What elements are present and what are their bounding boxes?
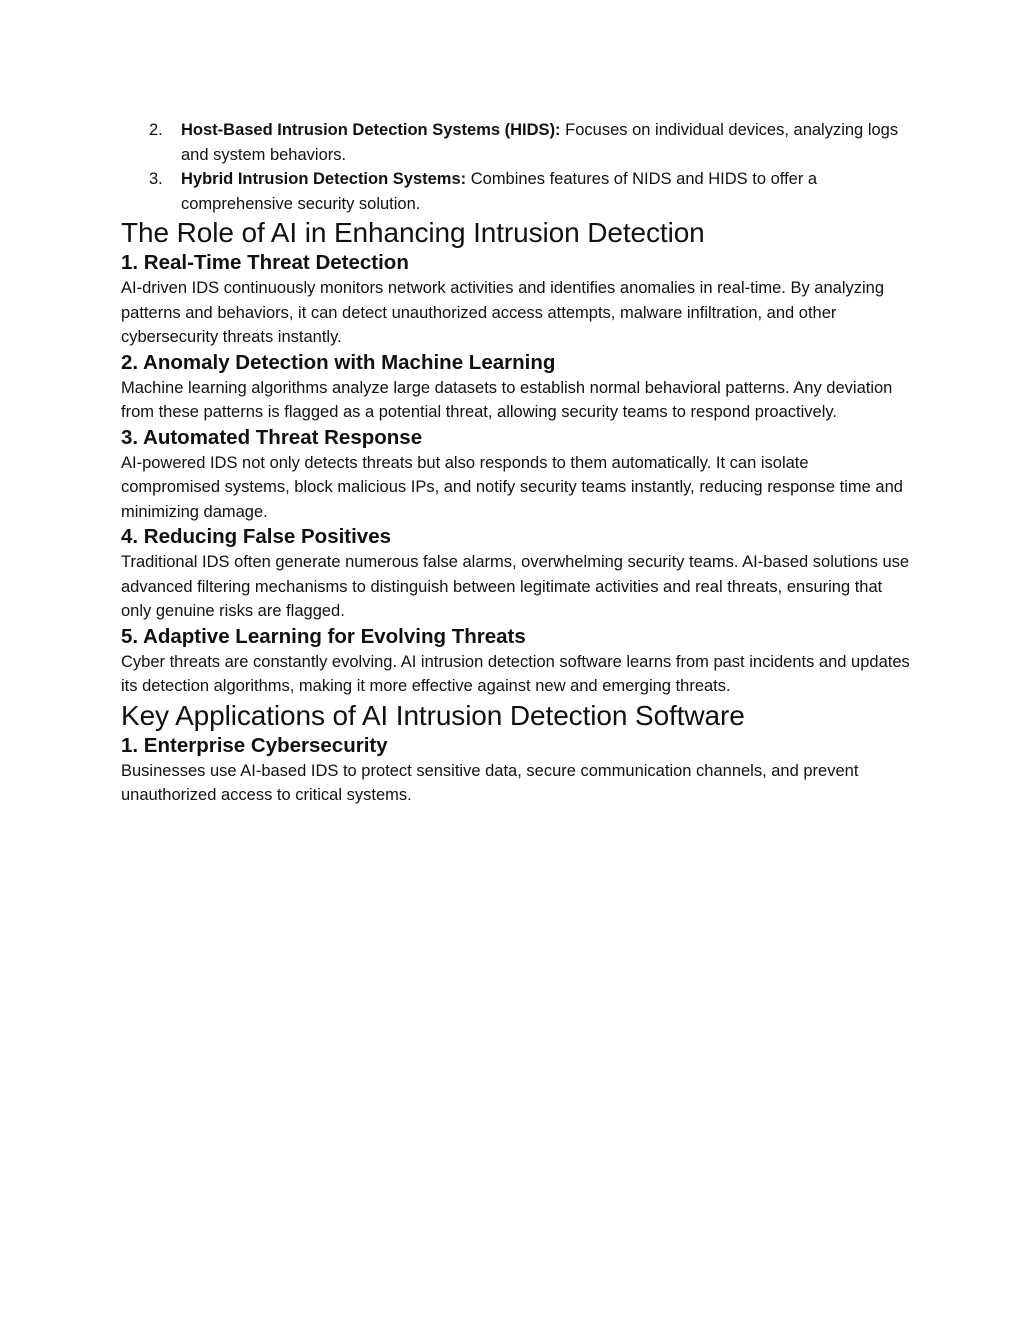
subsection-heading: 4. Reducing False Positives [121, 525, 392, 548]
paragraph: Machine learning algorithms analyze large datasets to establish normal behavioral patterns. Any deviation from these patterns is flagged as a potential threat, allowing security teams to respond proactively. [121, 378, 893, 421]
list-item-term: Host-Based Intrusion Detection Systems (HIDS): [181, 121, 561, 139]
subsection-heading: 1. Real-Time Threat Detection [121, 251, 409, 274]
section-heading: Key Applications of AI Intrusion Detection Software [121, 699, 745, 731]
list-item-text: Focuses on individual devices, analyzing logs and system behaviors. [181, 121, 899, 164]
paragraph: AI-driven IDS continuously monitors network activities and identifies anomalies in real-time. By analyzing patterns and behaviors, it can detect unauthorized access attempts, malware infiltration, and other cybersecurity threats instantly. [121, 279, 885, 346]
list-item-number: 3. [149, 170, 163, 188]
subsection-heading: 1. Enterprise Cybersecurity [121, 733, 388, 757]
paragraph: Cyber threats are constantly evolving. AI intrusion detection software learns from past incidents and updates its detection algorithms, making it more effective against new and emerging threats. [121, 652, 910, 695]
list-item [121, 167, 911, 216]
section-heading: The Role of AI in Enhancing Intrusion Detection [121, 217, 705, 248]
list-item-number: 2. [149, 121, 163, 139]
list-item [121, 118, 911, 167]
list-item-text: Combines features of NIDS and HIDS to offer a comprehensive security solution. [181, 170, 818, 213]
list-item-term: Hybrid Intrusion Detection Systems: [181, 170, 467, 188]
subsection-heading: 2. Anomaly Detection with Machine Learning [121, 350, 556, 374]
document-page [121, 118, 911, 808]
ids-types-list [121, 118, 911, 216]
subsection-heading: 3. Automated Threat Response [121, 425, 423, 449]
paragraph: Businesses use AI-based IDS to protect sensitive data, secure communication channels, and prevent unauthorized access to critical systems. [121, 761, 859, 804]
paragraph: Traditional IDS often generate numerous false alarms, overwhelming security teams. AI-based solutions use advanced filtering mechanisms to distinguish between legitimate activities and real threats, ensuring that only genuine risks are flagged. [121, 553, 910, 620]
subsection-heading: 5. Adaptive Learning for Evolving Threats [121, 624, 526, 648]
paragraph: AI-powered IDS not only detects threats but also responds to them automatically. It can isolate compromised systems, block malicious IPs, and notify security teams instantly, reducing response time and minimizing damage. [121, 453, 903, 521]
